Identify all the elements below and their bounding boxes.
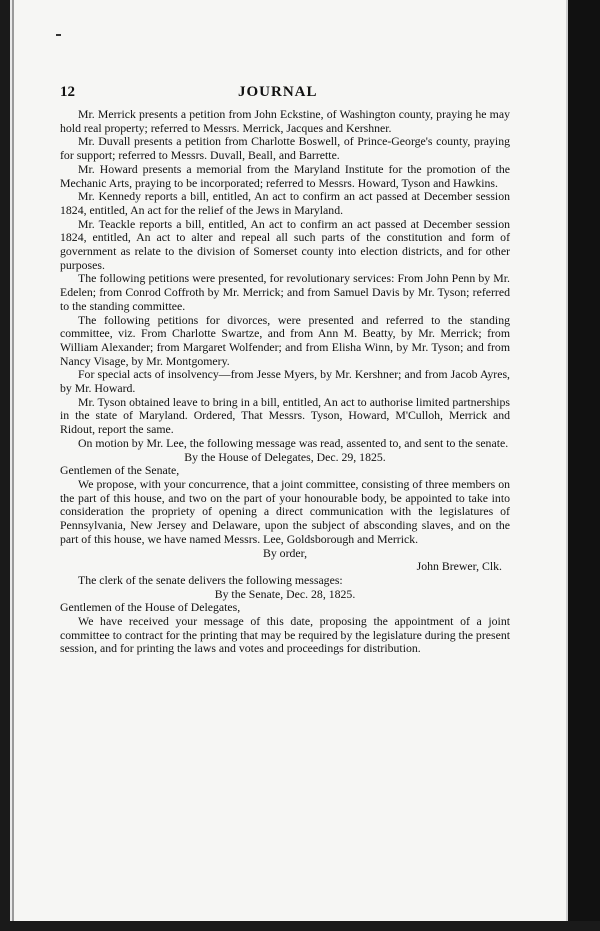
paragraph: Mr. Howard presents a memorial from the Maryland Institute for the promotion of the Mechanic Arts, praying to be incorporated; referred to Messrs. Howard, Tyson and Hawkins.	[60, 161, 510, 190]
message-dateline: By the House of Delegates, Dec. 29, 1825.	[184, 449, 386, 464]
message-dateline: By the Senate, Dec. 28, 1825.	[214, 586, 356, 601]
running-title: JOURNAL	[238, 84, 318, 100]
page-header	[60, 84, 510, 102]
page-body	[60, 108, 510, 656]
scan-border-bottom	[0, 921, 600, 931]
paragraph: The following petitions for divorces, were presented and referred to the standing committee, viz. From Charlotte Swartze, and from Ann M. Beatty, by Mr. Merrick; from William Alexander; from Margaret Wolfender; and from Elisha Winn, by Mr. Tyson; and from Nancy Visage, by Mr. Montgomery.	[60, 312, 510, 368]
paragraph: For special acts of insolvency—from Jesse Myers, by Mr. Kershner; and from Jacob Ayres, by Mr. Howard.	[60, 367, 510, 396]
paragraph: Mr. Merrick presents a petition from John Eckstine, of Washington county, praying he may hold real property; referred to Messrs. Merrick, Jacques and Kershner.	[60, 107, 510, 135]
message-body: We propose, with your concurrence, that a joint committee, consisting of three members on the part of this house, and two on the part of your honourable body, be appointed to take into consideration the propriety of opening a direct communication with the legislatures of Pennsylvania, New Jersey and Delaware, upon the subject of absconding slaves, and on the part of this house, we have named Messrs. Lee, Goldsborough and Merrick.	[60, 476, 510, 546]
ink-mark	[56, 34, 61, 36]
paragraph: Mr. Teackle reports a bill, entitled, An act to confirm an act passed at December session 1824, entitled, An act to alter and repeal all such parts of the constitution and form of government as relate to the division of Somerset county into election districts, and for other purposes.	[60, 216, 510, 272]
scan-border-right	[568, 0, 600, 931]
paragraph: The clerk of the senate delivers the following messages:	[78, 572, 343, 587]
page-number: 12	[60, 84, 75, 100]
paragraph: Mr. Tyson obtained leave to bring in a bill, entitled, An act to authorise limited partnerships in the state of Maryland. Ordered, That Messrs. Tyson, Howard, M'Culloh, Merrick and Ridout, report the same.	[60, 394, 510, 437]
message-salutation: Gentlemen of the House of Delegates,	[60, 600, 241, 615]
message-body: We have received your message of this date, proposing the appointment of a joint committee to contract for the printing that may be required by the legislature during the present session, and for printing the laws and votes and proceedings for distribution.	[60, 614, 510, 656]
message-salutation: Gentlemen of the Senate,	[60, 463, 180, 478]
message-signature: John Brewer, Clk.	[416, 559, 502, 574]
paragraph: On motion by Mr. Lee, the following message was read, assented to, and sent to the senate.	[78, 435, 509, 450]
message-closing: By order,	[262, 545, 308, 560]
scan-border-left	[0, 0, 10, 931]
paragraph: The following petitions were presented, for revolutionary services: From John Penn by Mr. Edelen; from Conrod Coffroth by Mr. Merrick; and from Samuel Davis by Mr. Tyson; referred to the standing committee.	[60, 271, 510, 313]
paragraph: Mr. Duvall presents a petition from Charlotte Boswell, of Prince-George's county, praying for support; referred to Messrs. Duvall, Beall, and Barrette.	[60, 134, 510, 163]
paragraph: Mr. Kennedy reports a bill, entitled, An act to confirm an act passed at December session 1824, entitled, An act for the relief of the Jews in Maryland.	[60, 189, 510, 217]
